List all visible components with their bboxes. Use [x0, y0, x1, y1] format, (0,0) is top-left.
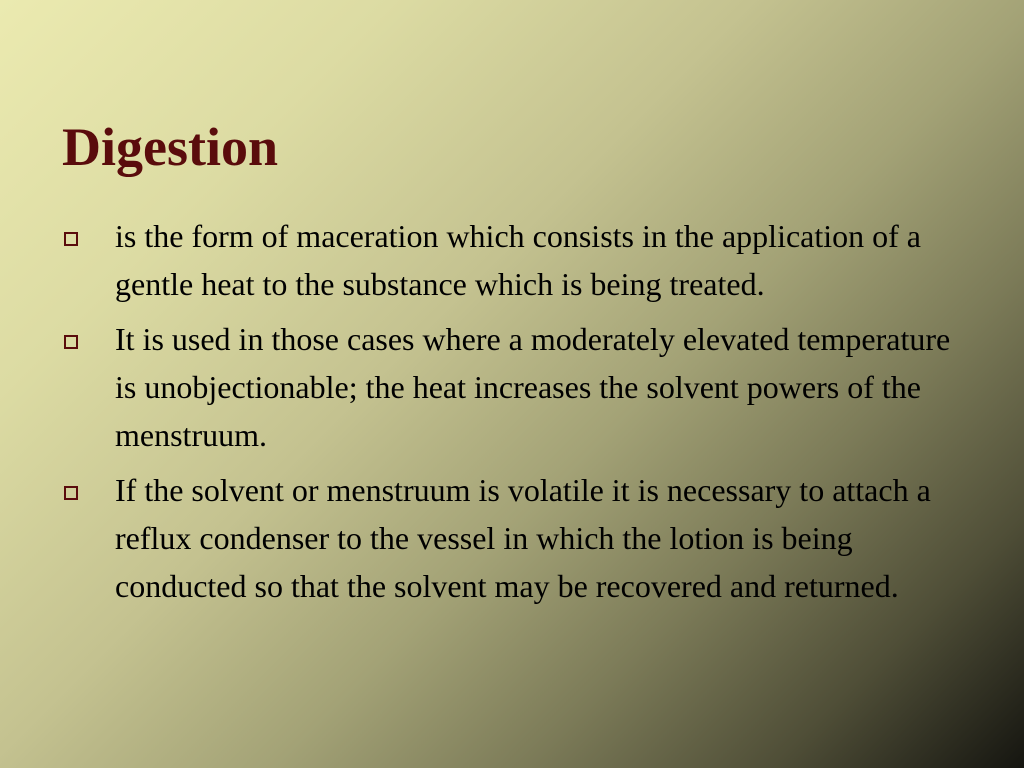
slide-title: Digestion [62, 117, 278, 177]
bullet-text: is the form of maceration which consists in the application of a gentle heat to the substance which is being treated. [115, 218, 921, 302]
bullet-item [62, 466, 962, 610]
hollow-square-icon [64, 232, 78, 246]
bullet-item [62, 212, 962, 308]
hollow-square-icon [64, 486, 78, 500]
hollow-square-icon [64, 335, 78, 349]
bullet-text: If the solvent or menstruum is volatile it is necessary to attach a reflux condenser to the vessel in which the lotion is being conducted so that the solvent may be recovered and returned. [115, 472, 931, 604]
bullet-text: It is used in those cases where a moderately elevated temperature is unobjectionable; the heat increases the solvent powers of the menstruum. [115, 321, 951, 453]
bullet-list [62, 212, 962, 617]
bullet-item [62, 315, 962, 459]
